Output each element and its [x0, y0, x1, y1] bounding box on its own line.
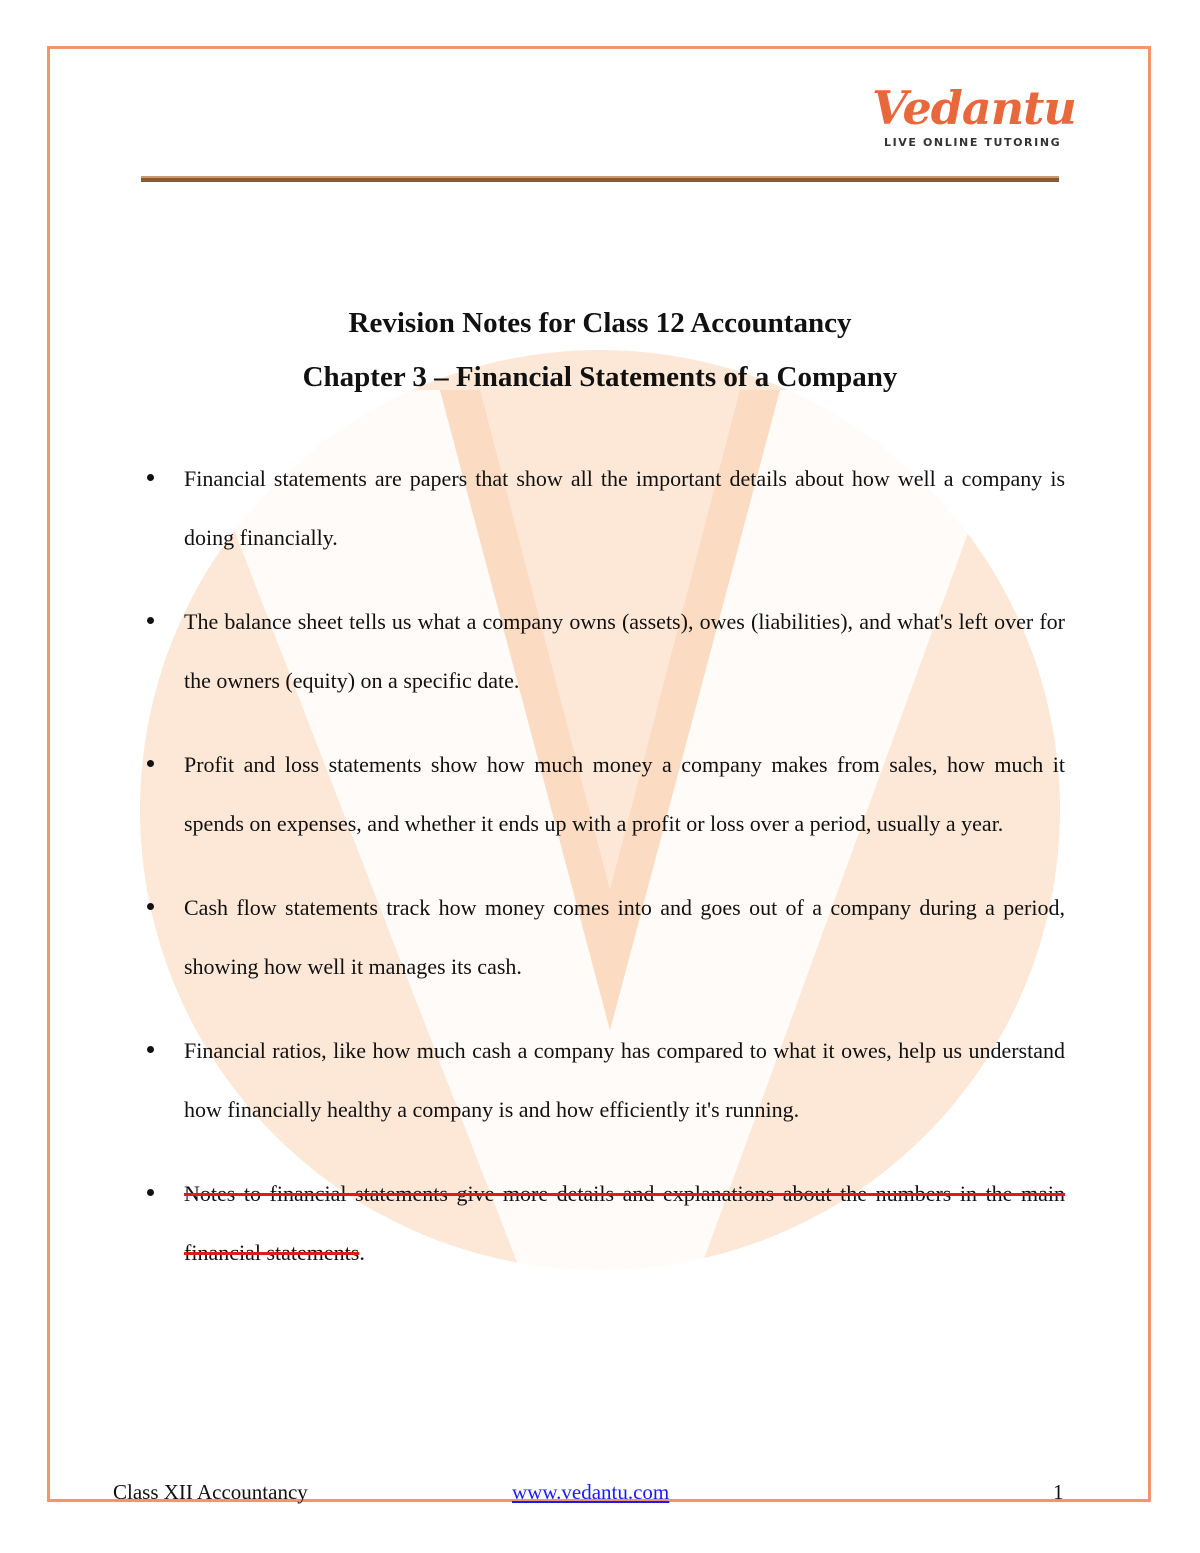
trailing-period: .	[359, 1239, 365, 1265]
list-item-struck	[143, 1165, 1065, 1282]
footer-class-label: Class XII Accountancy	[113, 1480, 308, 1504]
list-item-text: The balance sheet tells us what a company owns (assets), owes (liabilities), and what's left over for the owners (equity) on a specific date.	[184, 609, 1065, 693]
bullet-icon	[147, 1046, 154, 1053]
list-item-text: Profit and loss statements show how much money a company makes from sales, how much it spends on expenses, and whether it ends up with a profit or loss over a period, usually a year.	[184, 752, 1065, 836]
bullet-icon	[147, 760, 154, 767]
list-item-text: Financial statements are papers that show all the important details about how well a company is doing financially.	[184, 466, 1065, 550]
notes-list	[143, 450, 1065, 1308]
footer-website-link[interactable]: www.vedantu.com	[512, 1480, 670, 1504]
list-item	[143, 1022, 1065, 1139]
logo-tagline: LIVE ONLINE TUTORING	[884, 136, 1062, 149]
list-item-text: Cash flow statements track how money comes into and goes out of a company during a period, showing how well it manages its cash.	[184, 895, 1065, 979]
list-item-text: Financial ratios, like how much cash a company has compared to what it owes, help us understand how financially healthy a company is and how efficiently it's running.	[184, 1038, 1065, 1122]
list-item-text-wrapper	[184, 1165, 1065, 1282]
vedantu-logo	[872, 81, 1076, 152]
bullet-icon	[147, 1189, 154, 1196]
bullet-icon	[147, 474, 154, 481]
chapter-title: Chapter 3 – Financial Statements of a Company	[302, 361, 898, 393]
bullet-icon	[147, 617, 154, 624]
list-item	[143, 450, 1065, 567]
bullet-icon	[147, 903, 154, 910]
list-item	[143, 736, 1065, 853]
page-title: Revision Notes for Class 12 Accountancy	[348, 307, 852, 339]
struck-through-text: Notes to financial statements give more details and explanations about the numbers in the main financial statements	[184, 1181, 1065, 1265]
list-item	[143, 593, 1065, 710]
list-item	[143, 879, 1065, 996]
header-rule	[141, 176, 1059, 182]
logo-wordmark: Vedantu	[872, 81, 1076, 135]
footer-page-number: 1	[1053, 1480, 1064, 1504]
